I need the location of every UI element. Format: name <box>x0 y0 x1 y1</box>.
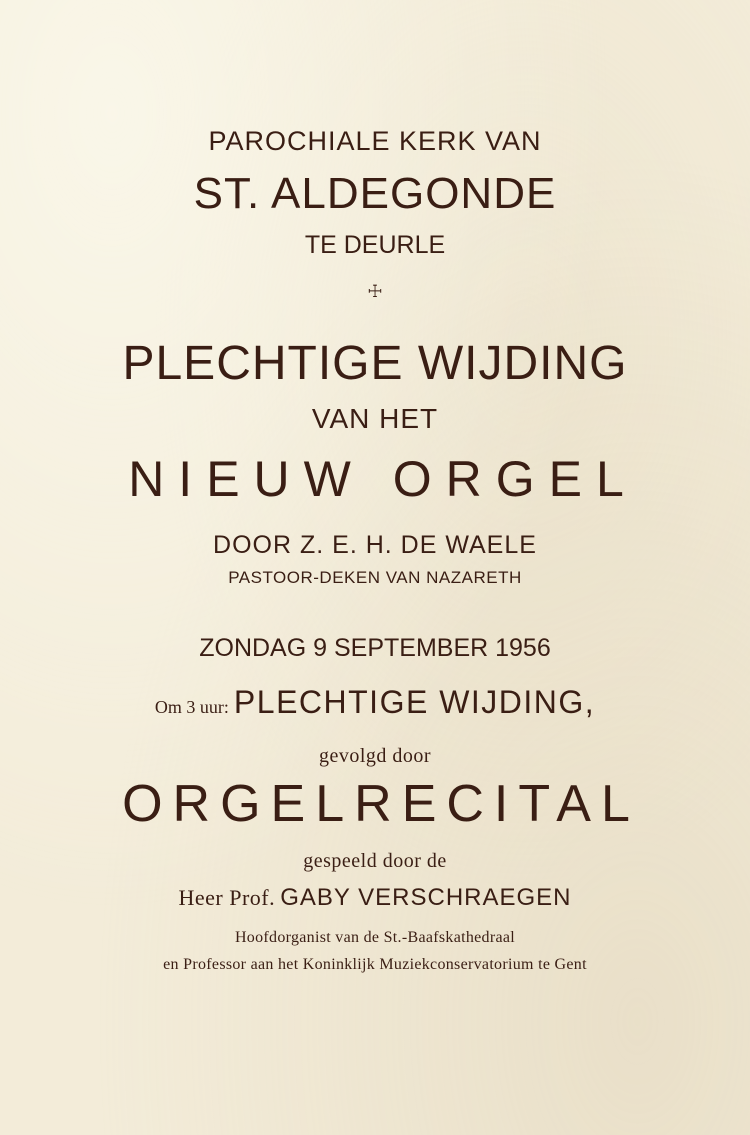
event-date: ZONDAG 9 SEPTEMBER 1956 <box>199 634 551 662</box>
of-the-line: VAN HET <box>311 403 439 434</box>
played-by: gespeeld door de <box>303 850 447 872</box>
recital-title: ORGELRECITAL <box>122 775 640 833</box>
performer-role-2: en Professor aan het Koninklijk Muziekconservatorium te Gent <box>163 956 587 973</box>
pastor-title: PASTOOR-DEKEN VAN NAZARETH <box>228 568 522 587</box>
performer-name: GABY VERSCHRAEGEN <box>280 884 572 911</box>
performer-role-1: Hoofdorganist van de St.-Baafskathedraal <box>234 929 516 946</box>
time-event: PLECHTIGE WIJDING, <box>233 684 596 720</box>
town-name: TE DEURLE <box>304 231 446 259</box>
consecration-title: PLECHTIGE WIJDING <box>122 337 628 390</box>
consecrated-by: DOOR Z. E. H. DE WAELE <box>213 531 537 559</box>
performer-title: Heer Prof. <box>178 885 276 910</box>
church-name: ST. ALDEGONDE <box>193 169 557 218</box>
performer-line <box>0 886 750 910</box>
parish-heading: PAROCHIALE KERK VAN <box>208 126 542 156</box>
time-prefix: Om 3 uur: <box>154 697 229 717</box>
cross-icon: ☩ <box>367 282 383 302</box>
organ-title: NIEUW ORGEL <box>128 451 638 507</box>
event-time-line <box>0 686 750 718</box>
followed-by: gevolgd door <box>318 745 432 767</box>
